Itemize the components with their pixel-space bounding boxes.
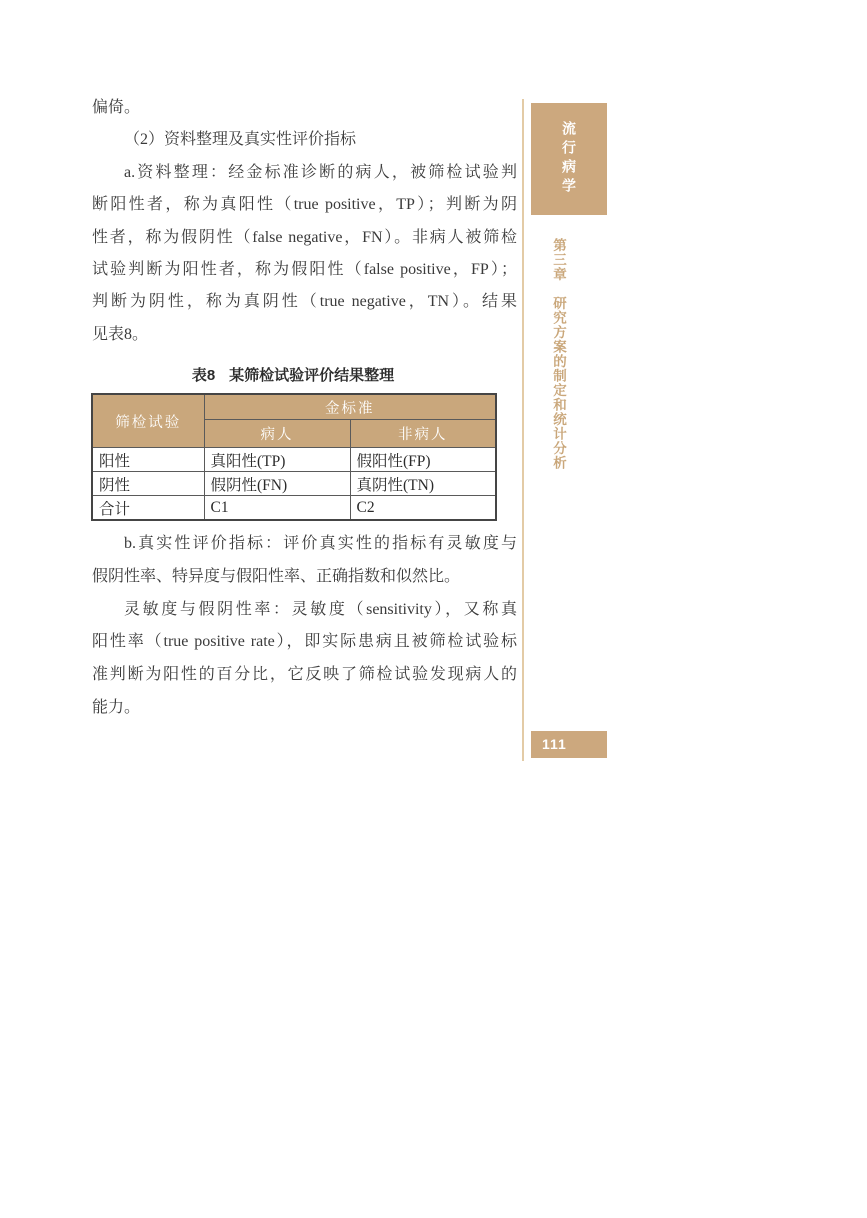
- text-line: 假阴性率、特异度与假阳性率、正确指数和似然比。: [92, 567, 461, 585]
- text-line: 灵敏度与假阴性率：灵敏度（sensitivity），又称真: [124, 600, 517, 618]
- table-label: 表8: [191, 367, 216, 384]
- table-row: [92, 448, 496, 472]
- text-line: a.资料整理：经金标准诊断的病人，被筛检试验判: [124, 163, 517, 181]
- table-cell: 假阴性(FN): [204, 472, 350, 496]
- table-caption: [91, 366, 495, 386]
- text-line: 阳性率（true positive rate），即实际患病且被筛检试验标: [92, 633, 517, 651]
- text-line: 性者，称为假阴性（false negative，FN）。非病人被筛检: [92, 228, 517, 246]
- book-title: 流行病学: [561, 121, 577, 197]
- header-gold-standard: 金标准: [204, 394, 496, 420]
- table-cell: C1: [204, 496, 350, 521]
- text-line: 试验判断为阳性者，称为假阳性（false positive，FP）；: [92, 260, 517, 278]
- book-title-block: [531, 103, 607, 215]
- table-cell: 阴性: [92, 472, 204, 496]
- screening-table: [91, 393, 497, 521]
- text-line: 偏倚。: [92, 99, 141, 116]
- header-screening-test: 筛检试验: [92, 394, 204, 448]
- table-cell: 真阳性(TP): [204, 448, 350, 472]
- text-line: 见表8。: [92, 325, 149, 343]
- header-patients: 病人: [204, 420, 350, 448]
- text-line: b.真实性评价指标：评价真实性的指标有灵敏度与: [124, 535, 517, 552]
- table-cell: 真阴性(TN): [350, 472, 496, 496]
- table-cell: C2: [350, 496, 496, 521]
- text-line: （2）资料整理及真实性评价指标: [124, 131, 357, 149]
- page-number-badge: 111: [531, 731, 607, 758]
- table-cell: 假阳性(FP): [350, 448, 496, 472]
- text-line: 能力。: [92, 698, 141, 716]
- table-cell: 合计: [92, 496, 204, 521]
- sidebar-rule: [522, 99, 524, 761]
- table-row: [92, 472, 496, 496]
- text-line: 断阳性者，称为真阳性（true positive，TP）；判断为阴: [92, 196, 517, 214]
- table-cell: 阳性: [92, 448, 204, 472]
- text-block-upper: [92, 92, 517, 351]
- header-non-patients: 非病人: [350, 420, 496, 448]
- text-line: 判断为阴性，称为真阴性（true negative，TN）。结果: [92, 293, 517, 311]
- text-line: 准判断为阳性的百分比，它反映了筛检试验发现病人的: [92, 666, 517, 684]
- table-caption-text: 某筛检试验评价结果整理: [229, 367, 395, 384]
- table-row: [92, 496, 496, 521]
- text-block-lower: [92, 528, 517, 725]
- chapter-heading: 第三章 研究方案的制定和统计分析: [551, 238, 566, 470]
